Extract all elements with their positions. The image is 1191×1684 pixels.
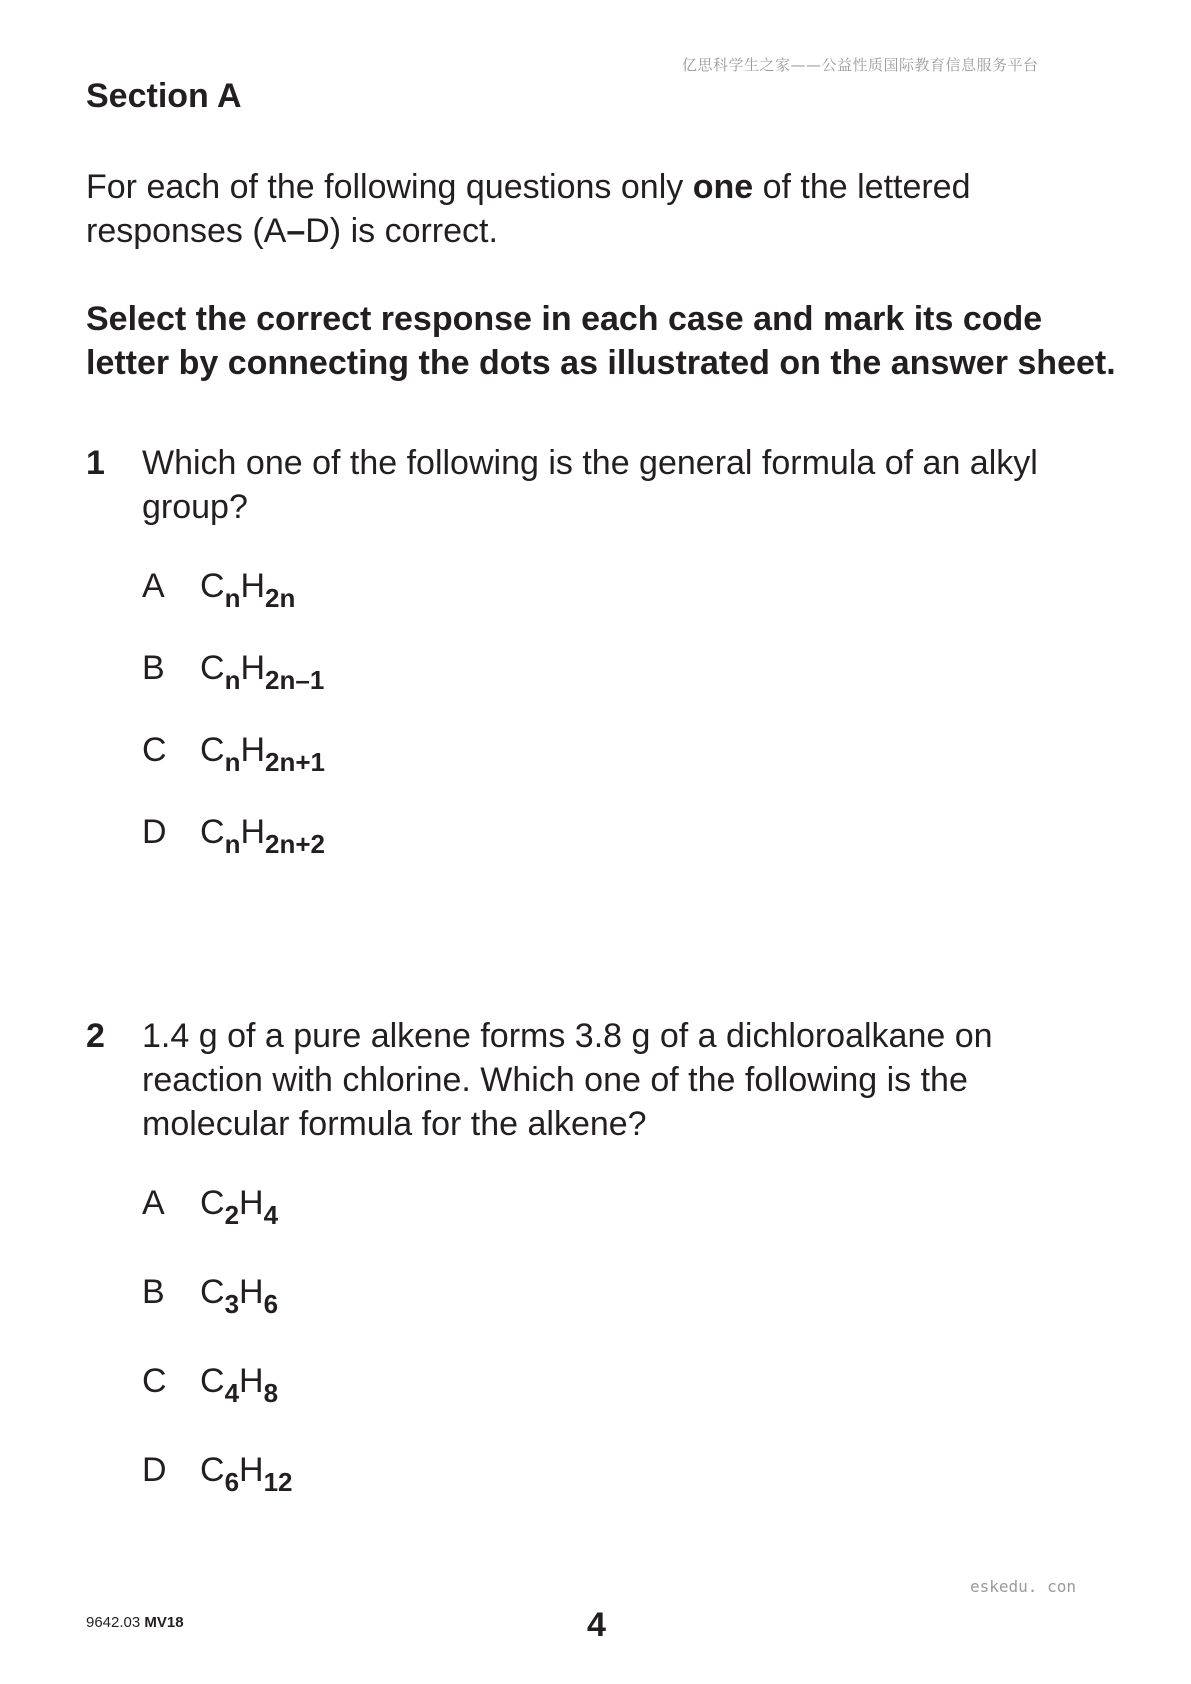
option-letter: D — [142, 1451, 167, 1489]
question-number: 1 — [86, 444, 105, 482]
option-letter: A — [142, 1184, 165, 1222]
option-a[interactable] — [142, 564, 296, 613]
option-letter: C — [142, 1362, 167, 1400]
formula-element: H — [240, 731, 266, 769]
question-text: Which one of the following is the general formula of an alkyl group? — [142, 444, 1038, 526]
formula-subscript: 6 — [263, 1289, 279, 1319]
formula-element: C — [200, 731, 225, 769]
intro-paragraph — [86, 165, 1116, 253]
formula-element: C — [200, 649, 225, 687]
option-letter: C — [142, 731, 167, 769]
option-a[interactable] — [142, 1181, 279, 1230]
formula-element: C — [200, 567, 225, 605]
formula-subscript: n — [224, 665, 241, 695]
option-d[interactable] — [142, 1448, 293, 1497]
page-number: 4 — [587, 1606, 606, 1644]
formula-subscript: 2n — [265, 583, 296, 613]
instructions: Select the correct response in each case and mark its code letter by connecting the dots as illustrated on the answer sheet. — [86, 300, 1116, 382]
paper-code-number: 9642.03 — [86, 1614, 141, 1631]
formula-subscript: 2n+2 — [265, 829, 326, 859]
formula-subscript: n — [224, 747, 241, 777]
question-number: 2 — [86, 1017, 105, 1055]
option-c[interactable] — [142, 1359, 279, 1408]
option-d[interactable] — [142, 810, 326, 859]
formula-subscript: 2n–1 — [265, 665, 325, 695]
formula-subscript: 4 — [263, 1200, 279, 1230]
option-letter: D — [142, 813, 167, 851]
formula-element: C — [200, 1184, 225, 1222]
formula-element: C — [200, 1451, 225, 1489]
intro-text-1: For each of the following questions only — [86, 168, 693, 206]
option-letter: A — [142, 567, 165, 605]
watermark-footer: eskedu. con — [970, 1577, 1076, 1596]
question-1 — [86, 441, 1126, 859]
option-letter: B — [142, 649, 165, 687]
option-c[interactable] — [142, 728, 326, 777]
formula-element: H — [239, 1451, 264, 1489]
formula-element: C — [200, 1273, 225, 1311]
formula-subscript: 8 — [263, 1378, 279, 1408]
formula-subscript: 6 — [224, 1467, 240, 1497]
question-2 — [86, 1014, 1126, 1497]
formula-subscript: 2 — [224, 1200, 240, 1230]
paper-code — [86, 1614, 184, 1631]
intro-text-2: of the lettered responses (A — [86, 168, 971, 250]
formula-element: H — [240, 649, 266, 687]
formula-subscript: 2n+1 — [265, 747, 326, 777]
formula-element: H — [239, 1362, 264, 1400]
formula-element: H — [239, 1184, 264, 1222]
option-b[interactable] — [142, 1270, 279, 1319]
formula-element: C — [200, 1362, 225, 1400]
watermark-header: 亿思科学生之家——公益性质国际教育信息服务平台 — [682, 56, 1039, 74]
section-title: Section A — [86, 77, 242, 115]
formula-subscript: 12 — [263, 1467, 293, 1497]
formula-subscript: 3 — [224, 1289, 240, 1319]
paper-code-version: MV18 — [144, 1614, 184, 1631]
intro-dash: – — [286, 212, 306, 250]
formula-subscript: n — [224, 583, 241, 613]
formula-subscript: n — [224, 829, 241, 859]
intro-text-3: D) is correct. — [305, 212, 498, 250]
option-letter: B — [142, 1273, 165, 1311]
formula-element: C — [200, 813, 225, 851]
formula-element: H — [239, 1273, 264, 1311]
formula-element: H — [240, 813, 266, 851]
question-text: 1.4 g of a pure alkene forms 3.8 g of a dichloroalkane on reaction with chlorine. Which one of the following is the molecular formula for the alkene? — [142, 1017, 993, 1143]
option-b[interactable] — [142, 646, 325, 695]
formula-element: H — [240, 567, 266, 605]
intro-emphasis: one — [692, 168, 754, 206]
formula-subscript: 4 — [224, 1378, 240, 1408]
